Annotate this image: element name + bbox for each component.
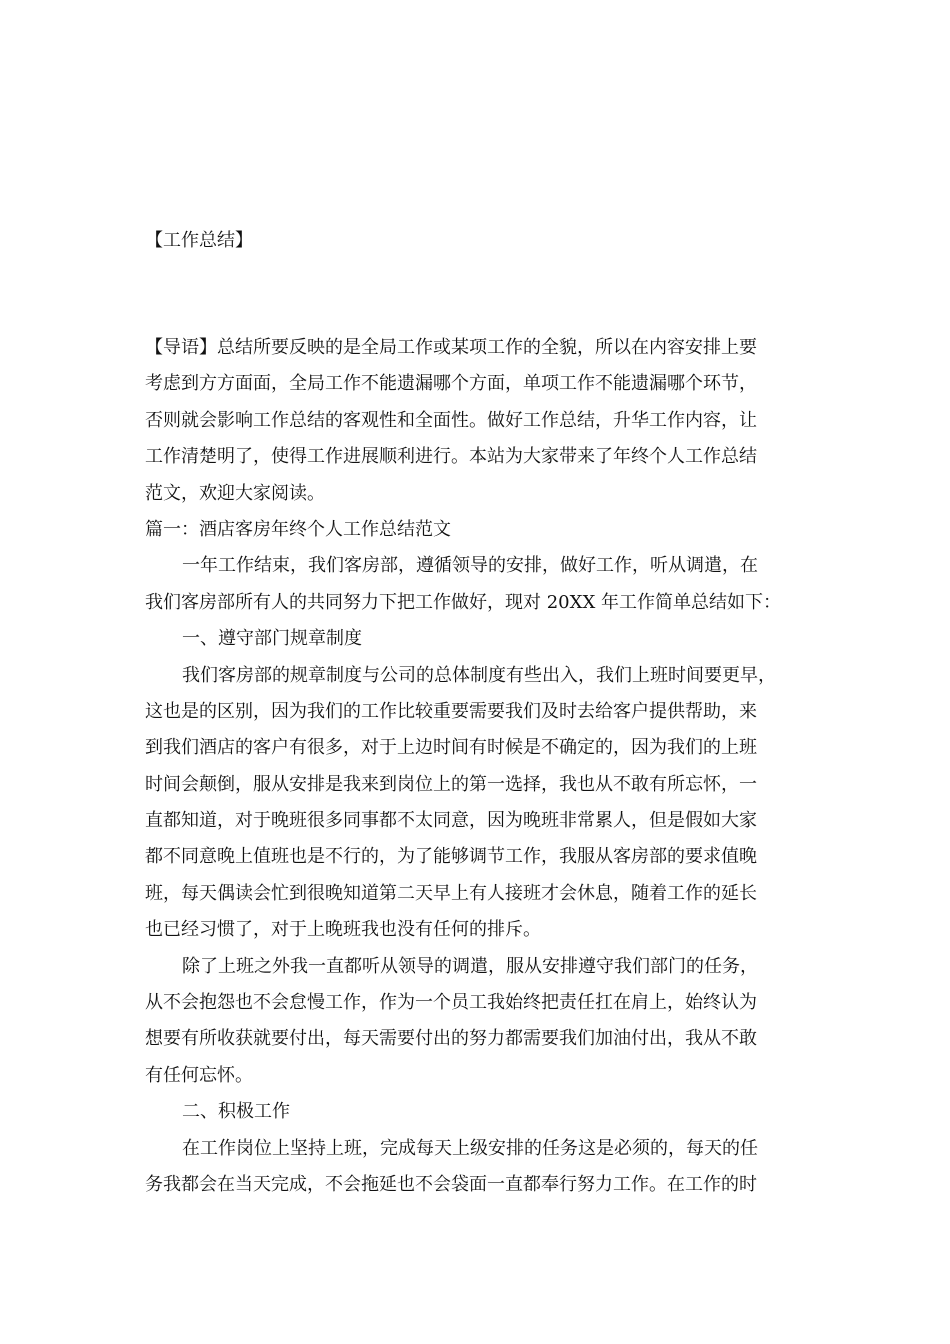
paragraph-line: 我们客房部的规章制度与公司的总体制度有些出入，我们上班时间要更早， <box>182 664 776 686</box>
paragraph-line: 这也是的区别，因为我们的工作比较重要需要我们及时去给客户提供帮助，来 <box>145 700 757 722</box>
paragraph-line: 务我都会在当天完成，不会拖延也不会袋面一直都奉行努力工作。在工作的时 <box>145 1173 757 1195</box>
section-heading: 二、积极工作 <box>182 1101 290 1123</box>
paragraph-line: 想要有所收获就要付出，每天需要付出的努力都需要我们加油付出，我从不敢 <box>145 1028 757 1050</box>
paragraph-line: 都不同意晚上值班也是不行的，为了能够调节工作，我服从客房部的要求值晚 <box>145 846 757 868</box>
paragraph-line: 除了上班之外我一直都听从领导的调遣，服从安排遵守我们部门的任务， <box>182 955 758 977</box>
paragraph-line: 从不会抱怨也不会怠慢工作，作为一个员工我始终把责任扛在肩上，始终认为 <box>145 992 757 1014</box>
paragraph-line: 到我们酒店的客户有很多，对于上边时间有时候是不确定的，因为我们的上班 <box>145 737 757 759</box>
paragraph-line: 也已经习惯了，对于上晚班我也没有任何的排斥。 <box>145 919 541 941</box>
paragraph-line: 直都知道，对于晚班很多同事都不太同意，因为晚班非常累人，但是假如大家 <box>145 810 757 832</box>
article-title: 篇一：酒店客房年终个人工作总结范文 <box>145 518 451 540</box>
section-heading: 一、遵守部门规章制度 <box>182 628 362 650</box>
intro-line: 否则就会影响工作总结的客观性和全面性。做好工作总结，升华工作内容，让 <box>145 409 757 431</box>
intro-line: 工作清楚明了，使得工作进展顺利进行。本站为大家带来了年终个人工作总结 <box>145 446 757 468</box>
intro-line: 考虑到方方面面，全局工作不能遗漏哪个方面，单项工作不能遗漏哪个环节， <box>145 373 757 395</box>
document-body <box>145 330 835 1203</box>
paragraph-line: 我们客房部所有人的共同努力下把工作做好，现对 20XX 年工作简单总结如下： <box>145 591 781 613</box>
paragraph-line: 有任何忘怀。 <box>145 1064 253 1086</box>
category-heading: 【工作总结】 <box>145 230 253 251</box>
paragraph-line: 班，每天偶读会忙到很晚知道第二天早上有人接班才会休息，随着工作的延长 <box>145 882 757 904</box>
intro-line: 范文，欢迎大家阅读。 <box>145 482 325 504</box>
paragraph-line: 一年工作结束，我们客房部，遵循领导的安排，做好工作，听从调遣，在 <box>182 555 758 577</box>
paragraph-line: 时间会颠倒，服从安排是我来到岗位上的第一选择，我也从不敢有所忘怀，一 <box>145 773 757 795</box>
paragraph-line: 在工作岗位上坚持上班，完成每天上级安排的任务这是必须的，每天的任 <box>182 1137 758 1159</box>
intro-line: 【导语】总结所要反映的是全局工作或某项工作的全貌，所以在内容安排上要 <box>145 337 757 358</box>
